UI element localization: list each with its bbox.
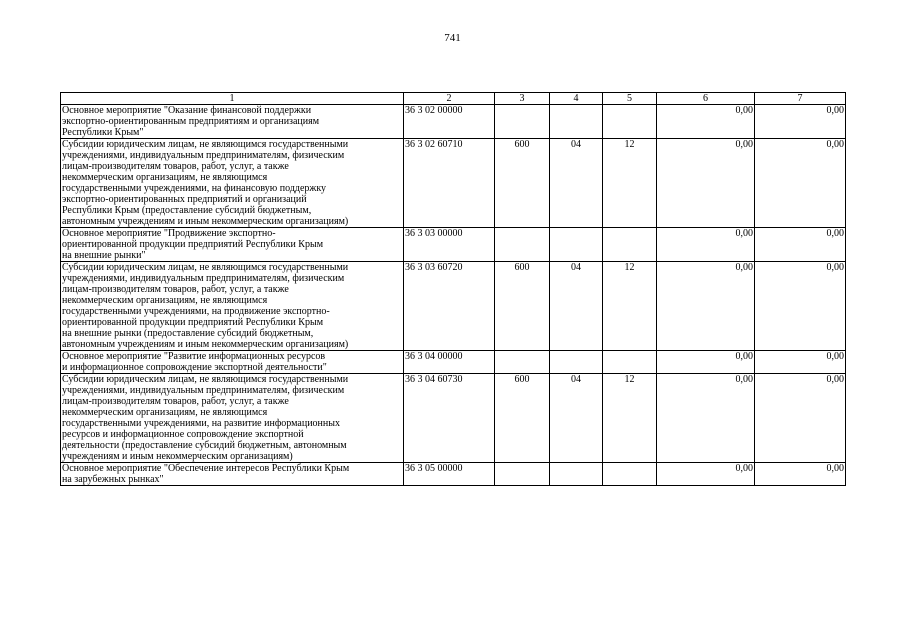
- row-vr: [495, 105, 550, 139]
- row-rz: [550, 105, 603, 139]
- budget-table: [60, 92, 846, 486]
- row-pr: 12: [603, 262, 657, 351]
- row-pr: [603, 228, 657, 262]
- row-sum-col7: 0,00: [755, 351, 846, 374]
- table-row: [61, 262, 846, 351]
- row-code: 36 3 02 60710: [404, 139, 495, 228]
- row-name: Основное мероприятие "Развитие информационных ресурсов и информационное сопровождение экспортной деятельности": [61, 351, 404, 374]
- row-pr: [603, 351, 657, 374]
- row-name: Основное мероприятие "Оказание финансовой поддержки экспортно-ориентированным предприятиям и организациям Республики Крым": [61, 105, 404, 139]
- row-sum-col6: 0,00: [657, 463, 755, 486]
- row-sum-col6: 0,00: [657, 105, 755, 139]
- table-row: [61, 228, 846, 262]
- row-vr: [495, 228, 550, 262]
- row-sum-col7: 0,00: [755, 463, 846, 486]
- header-row: [61, 93, 846, 105]
- row-vr: 600: [495, 139, 550, 228]
- row-vr: [495, 351, 550, 374]
- header-col-2: 2: [404, 93, 495, 105]
- header-col-5: 5: [603, 93, 657, 105]
- row-vr: 600: [495, 374, 550, 463]
- row-sum-col7: 0,00: [755, 139, 846, 228]
- row-sum-col7: 0,00: [755, 105, 846, 139]
- row-sum-col6: 0,00: [657, 374, 755, 463]
- table-row: [61, 374, 846, 463]
- header-col-7: 7: [755, 93, 846, 105]
- row-rz: 04: [550, 262, 603, 351]
- header-col-6: 6: [657, 93, 755, 105]
- row-pr: 12: [603, 374, 657, 463]
- row-pr: [603, 105, 657, 139]
- row-name: Субсидии юридическим лицам, не являющимся государственными учреждениями, индивидуальным предпринимателям, физическим лицам-производителям товаров, работ, услуг, а также некоммерческим организациям, не являющимся государственными учреждениями, на развитие информационных ресурсов и информационное сопровождение экспортной деятельности (предоставление субсидий бюджетным, автономным учреждениям и иным некоммерческим организациям): [61, 374, 404, 463]
- table-row: [61, 351, 846, 374]
- row-rz: 04: [550, 374, 603, 463]
- row-sum-col7: 0,00: [755, 374, 846, 463]
- row-vr: 600: [495, 262, 550, 351]
- row-name: Основное мероприятие "Обеспечение интересов Республики Крым на зарубежных рынках": [61, 463, 404, 486]
- row-name: Субсидии юридическим лицам, не являющимся государственными учреждениями, индивидуальным предпринимателям, физическим лицам-производителям товаров, работ, услуг, а также некоммерческим организациям, не являющимся государственными учреждениями, на финансовую поддержку экспортно-ориентированных предприятий и организаций Республики Крым (предоставление субсидий бюджетным, автономным учреждениям и иным некоммерческим организациям): [61, 139, 404, 228]
- row-code: 36 3 04 00000: [404, 351, 495, 374]
- row-code: 36 3 05 00000: [404, 463, 495, 486]
- row-sum-col6: 0,00: [657, 139, 755, 228]
- header-col-4: 4: [550, 93, 603, 105]
- row-code: 36 3 03 00000: [404, 228, 495, 262]
- row-sum-col6: 0,00: [657, 228, 755, 262]
- table-row: [61, 139, 846, 228]
- row-code: 36 3 04 60730: [404, 374, 495, 463]
- row-sum-col7: 0,00: [755, 228, 846, 262]
- row-code: 36 3 03 60720: [404, 262, 495, 351]
- row-vr: [495, 463, 550, 486]
- row-rz: [550, 463, 603, 486]
- table-row: [61, 105, 846, 139]
- page-number: 741: [444, 32, 461, 44]
- table-row: [61, 463, 846, 486]
- row-rz: 04: [550, 139, 603, 228]
- row-code: 36 3 02 00000: [404, 105, 495, 139]
- row-rz: [550, 351, 603, 374]
- row-pr: 12: [603, 139, 657, 228]
- row-pr: [603, 463, 657, 486]
- row-sum-col6: 0,00: [657, 262, 755, 351]
- row-sum-col7: 0,00: [755, 262, 846, 351]
- row-name: Основное мероприятие "Продвижение экспортно- ориентированной продукции предприятий Республики Крым на внешние рынки": [61, 228, 404, 262]
- header-col-3: 3: [495, 93, 550, 105]
- row-rz: [550, 228, 603, 262]
- row-sum-col6: 0,00: [657, 351, 755, 374]
- row-name: Субсидии юридическим лицам, не являющимся государственными учреждениями, индивидуальным предпринимателям, физическим лицам-производителям товаров, работ, услуг, а также некоммерческим организациям, не являющимся государственными учреждениями, на продвижение экспортно- ориентированной продукции предприятий Республики Крым на внешние рынки (предоставление субсидий бюджетным, автономным учреждениям и иным некоммерческим организациям): [61, 262, 404, 351]
- header-col-1: 1: [61, 93, 404, 105]
